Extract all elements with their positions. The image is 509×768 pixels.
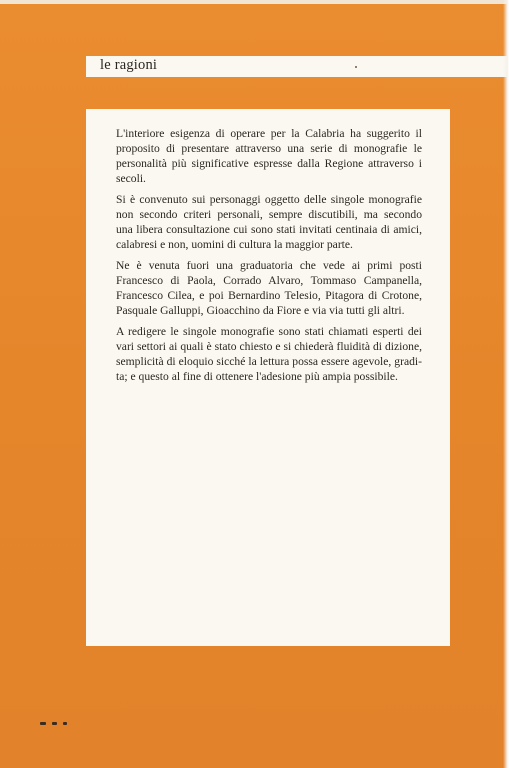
text-line: semplicità di eloquio sicché la lettura possa essere agevole, gradi- — [116, 355, 422, 368]
paragraph-1 — [116, 126, 422, 186]
series-title-band — [86, 56, 509, 77]
text-line: calabresi e non, uomini di cultura la maggior parte. — [116, 238, 353, 251]
text-line: Pasquale Galluppi, Gioacchino da Fiore e via via tutti gli altri. — [116, 304, 405, 317]
text-line: personalità più significative espresse dalla Regione attraverso i — [116, 157, 422, 170]
paragraph-3 — [116, 258, 422, 318]
corner-print-marks — [40, 722, 80, 728]
paragraph-4 — [116, 324, 422, 384]
text-line: proposito di presentare attraverso una serie di monografie le — [116, 142, 422, 155]
text-line: secoli. — [116, 172, 146, 185]
print-speck — [355, 66, 357, 68]
mark-dash — [63, 722, 67, 725]
scan-top-edge — [0, 0, 509, 4]
text-line: Francesco Cilea, e poi Bernardino Telesio, Pitagora di Crotone, — [116, 289, 422, 302]
text-line: non secondo criteri personali, sempre discutibili, ma secondo — [116, 208, 422, 221]
text-line: Francesco di Paola, Corrado Alvaro, Tommaso Campanella, — [116, 274, 422, 287]
text-line: Ne è venuta fuori una graduatoria che vede ai primi posti — [116, 259, 422, 272]
text-line: una libera consultazione cui sono stati invitati centinaia di amici, — [116, 223, 422, 236]
text-panel — [86, 109, 450, 646]
mark-dash — [40, 722, 46, 725]
text-line: L'interiore esigenza di operare per la Calabria ha suggerito il — [116, 127, 422, 140]
text-line: A redigere le singole monografie sono stati chiamati esperti dei — [116, 325, 422, 338]
text-line: vari settori ai quali è stato chiesto e si chiederà fluidità di dizione, — [116, 340, 422, 353]
text-line: ta; e questo al fine di ottenere l'adesione più ampia possibile. — [116, 370, 398, 383]
series-title: le ragioni — [100, 57, 158, 73]
paragraph-2 — [116, 192, 422, 252]
mark-dash — [52, 722, 57, 725]
text-line: Si è convenuto sui personaggi oggetto delle singole monografie — [116, 193, 422, 206]
introduction-text — [116, 126, 422, 390]
scan-right-edge — [503, 0, 509, 768]
